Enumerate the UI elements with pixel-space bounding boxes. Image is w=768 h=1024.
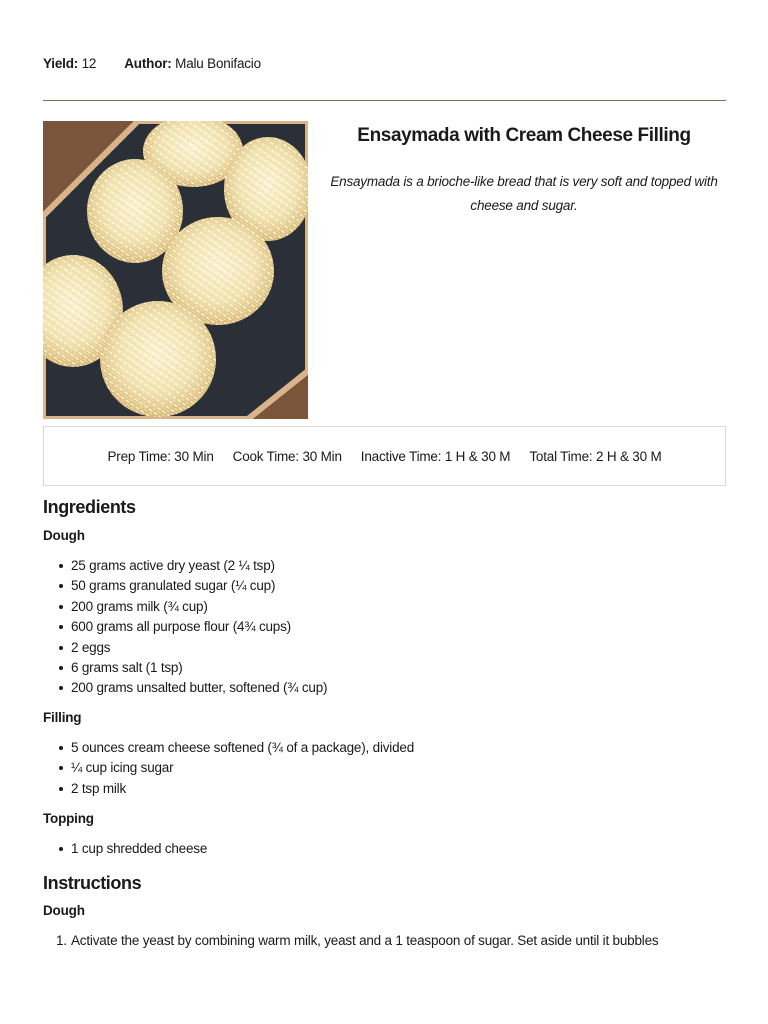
recipe-times <box>43 426 726 486</box>
list-item: 2 eggs <box>71 638 327 658</box>
header-divider <box>43 100 726 101</box>
ingredients-topping-heading: Topping <box>43 811 94 826</box>
topping-ingredient-list <box>71 839 207 859</box>
recipe-photo <box>43 121 308 419</box>
list-item: 600 grams all purpose flour (4¾ cups) <box>71 617 327 637</box>
list-item: 50 grams granulated sugar (¼ cup) <box>71 576 327 596</box>
instruction-step <box>56 931 659 951</box>
recipe-meta <box>43 56 261 71</box>
step-text: Activate the yeast by combining warm milk, yeast and a 1 teaspoon of sugar. Set aside until it bubbles <box>71 933 659 948</box>
step-number: 1. <box>56 933 67 948</box>
instructions-heading: Instructions <box>43 873 142 893</box>
author-info <box>124 56 261 71</box>
list-item: 25 grams active dry yeast (2 ¼ tsp) <box>71 556 327 576</box>
author-label: Author: <box>124 56 172 71</box>
list-item: 2 tsp milk <box>71 779 414 799</box>
filling-ingredient-list <box>71 738 414 799</box>
list-item: 6 grams salt (1 tsp) <box>71 658 327 678</box>
dough-ingredient-list <box>71 556 327 699</box>
author-value: Malu Bonifacio <box>175 56 261 71</box>
list-item: 200 grams unsalted butter, softened (¾ cup) <box>71 678 327 698</box>
cook-time: Cook Time: 30 Min <box>232 448 342 464</box>
ingredients-dough-heading: Dough <box>43 528 85 543</box>
total-time: Total Time: 2 H & 30 M <box>529 448 662 464</box>
list-item: ¼ cup icing sugar <box>71 758 414 778</box>
recipe-summary: Ensaymada is a brioche-like bread that is very soft and topped with cheese and sugar. <box>330 174 718 213</box>
ingredients-filling-heading: Filling <box>43 710 82 725</box>
yield-info <box>43 56 96 71</box>
ingredients-heading: Ingredients <box>43 497 136 517</box>
recipe-title: Ensaymada with Cream Cheese Filling <box>357 125 691 146</box>
instructions-dough-heading: Dough <box>43 903 85 918</box>
list-item: 200 grams milk (¾ cup) <box>71 597 327 617</box>
yield-value: 12 <box>81 56 97 71</box>
list-item: 1 cup shredded cheese <box>71 839 207 859</box>
inactive-time: Inactive Time: 1 H & 30 M <box>360 448 511 464</box>
dough-instruction-list <box>56 931 659 951</box>
yield-label: Yield: <box>43 56 79 71</box>
prep-time: Prep Time: 30 Min <box>107 448 214 464</box>
list-item: 5 ounces cream cheese softened (¾ of a package), divided <box>71 738 414 758</box>
